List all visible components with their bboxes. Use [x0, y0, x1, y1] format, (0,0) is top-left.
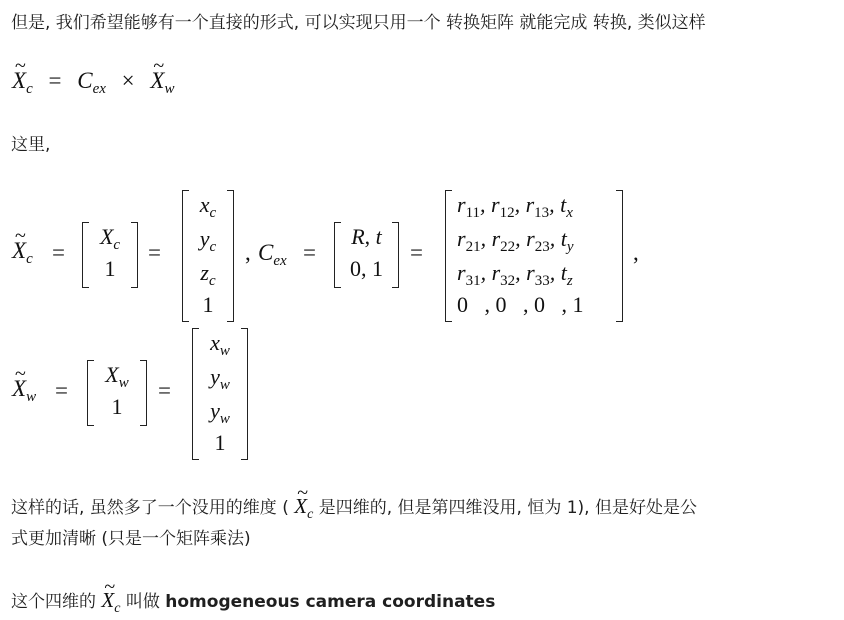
comma-sep: ,	[245, 240, 251, 265]
intro-paragraph: 但是, 我们希望能够有一个直接的形式, 可以实现只用一个 转换矩阵 就能完成 转换, 类似这样	[11, 13, 706, 33]
inline-xc	[101, 588, 121, 616]
matrix-cell: 1	[202, 292, 214, 317]
term-bold: homogeneous camera coordinates	[165, 592, 496, 612]
x-tilde-symbol: ~ X	[12, 68, 26, 94]
xw-vector-matrix	[192, 328, 248, 460]
subscript-c: c	[26, 81, 33, 97]
xw-block-matrix	[87, 360, 147, 426]
matrix-cell: $r_{11}$, $r_{12}$, $r_{13}$, $t_x$	[457, 192, 573, 221]
subscript-c: c	[26, 251, 33, 267]
matrix-cell: $y_w$	[210, 364, 230, 393]
equals-sign: =	[52, 240, 65, 265]
cex-block-matrix	[334, 222, 399, 288]
times-sign: ×	[121, 68, 135, 93]
cex-lhs	[258, 240, 287, 269]
c-symbol: C	[77, 68, 93, 93]
equals-sign: =	[158, 378, 171, 403]
matrix-cell: 0 , 0 , 0 , 1	[457, 292, 584, 317]
matrix-cell: $r_{31}$, $r_{32}$, $r_{33}$, $t_z$	[457, 260, 573, 289]
subscript-c: c	[307, 507, 314, 522]
subscript-c: c	[114, 601, 121, 616]
matrix-cell: $r_{21}$, $r_{22}$, $r_{23}$, $t_y$	[457, 226, 574, 255]
cell-sub: w	[118, 375, 129, 391]
explain-line-1	[11, 490, 697, 524]
matrix-cell: $y_w$	[210, 398, 230, 427]
matrix-cell: $x_c$	[199, 192, 217, 221]
x-tilde-symbol: ~ X	[12, 376, 26, 402]
final-text-b: 叫做	[125, 592, 160, 612]
explain-text-a: 这样的话, 虽然多了一个没用的维度 (	[11, 498, 289, 518]
final-text-a: 这个四维的	[11, 592, 96, 612]
matrix-cell: R, t	[351, 224, 382, 249]
matrix-cell: $z_c$	[200, 260, 216, 289]
matrix-cell: 1	[214, 430, 226, 455]
xw-lhs	[12, 376, 37, 405]
equals-sign: =	[303, 240, 316, 265]
x-tilde-symbol: ~ X	[101, 584, 114, 616]
final-paragraph	[11, 584, 495, 618]
subscript-ex: ex	[92, 81, 106, 97]
c-symbol: C	[258, 240, 274, 265]
equals-sign: =	[48, 68, 62, 93]
explain-text-b: 是四维的, 但是第四维没用, 恒为 1), 但是好处是公	[318, 498, 697, 518]
matrix-cell: $x_w$	[210, 330, 230, 359]
xc-block-matrix	[82, 222, 138, 288]
matrix-cell	[87, 362, 147, 391]
matrix-cell: 0, 1	[350, 256, 383, 281]
matrix-cell: $y_c$	[199, 226, 217, 255]
xc-vector-matrix	[182, 190, 234, 322]
cell-main: X	[99, 224, 114, 249]
x-tilde-symbol: ~ X	[294, 490, 307, 522]
equals-sign: =	[148, 240, 161, 265]
here-paragraph: 这里,	[11, 135, 51, 155]
comma-sep: ,	[633, 240, 639, 265]
subscript-ex: ex	[273, 253, 287, 269]
cell-main: X	[105, 362, 119, 387]
matrix-cell	[82, 224, 138, 253]
explain-line-2: 式更加清晰 (只是一个矩阵乘法)	[11, 529, 251, 549]
matrix-cell: 1	[104, 256, 116, 281]
xc-lhs	[12, 238, 33, 267]
equals-sign: =	[55, 378, 68, 403]
cell-sub: c	[113, 237, 121, 253]
subscript-w: w	[26, 389, 37, 405]
main-equation	[12, 68, 175, 97]
inline-xc	[294, 494, 314, 522]
x-tilde-symbol-w: ~ X	[150, 68, 164, 94]
equals-sign: =	[410, 240, 423, 265]
subscript-w: w	[164, 81, 175, 97]
matrix-cell: 1	[111, 394, 123, 419]
cex-full-matrix	[445, 190, 623, 322]
x-tilde-symbol: ~ X	[12, 238, 26, 264]
